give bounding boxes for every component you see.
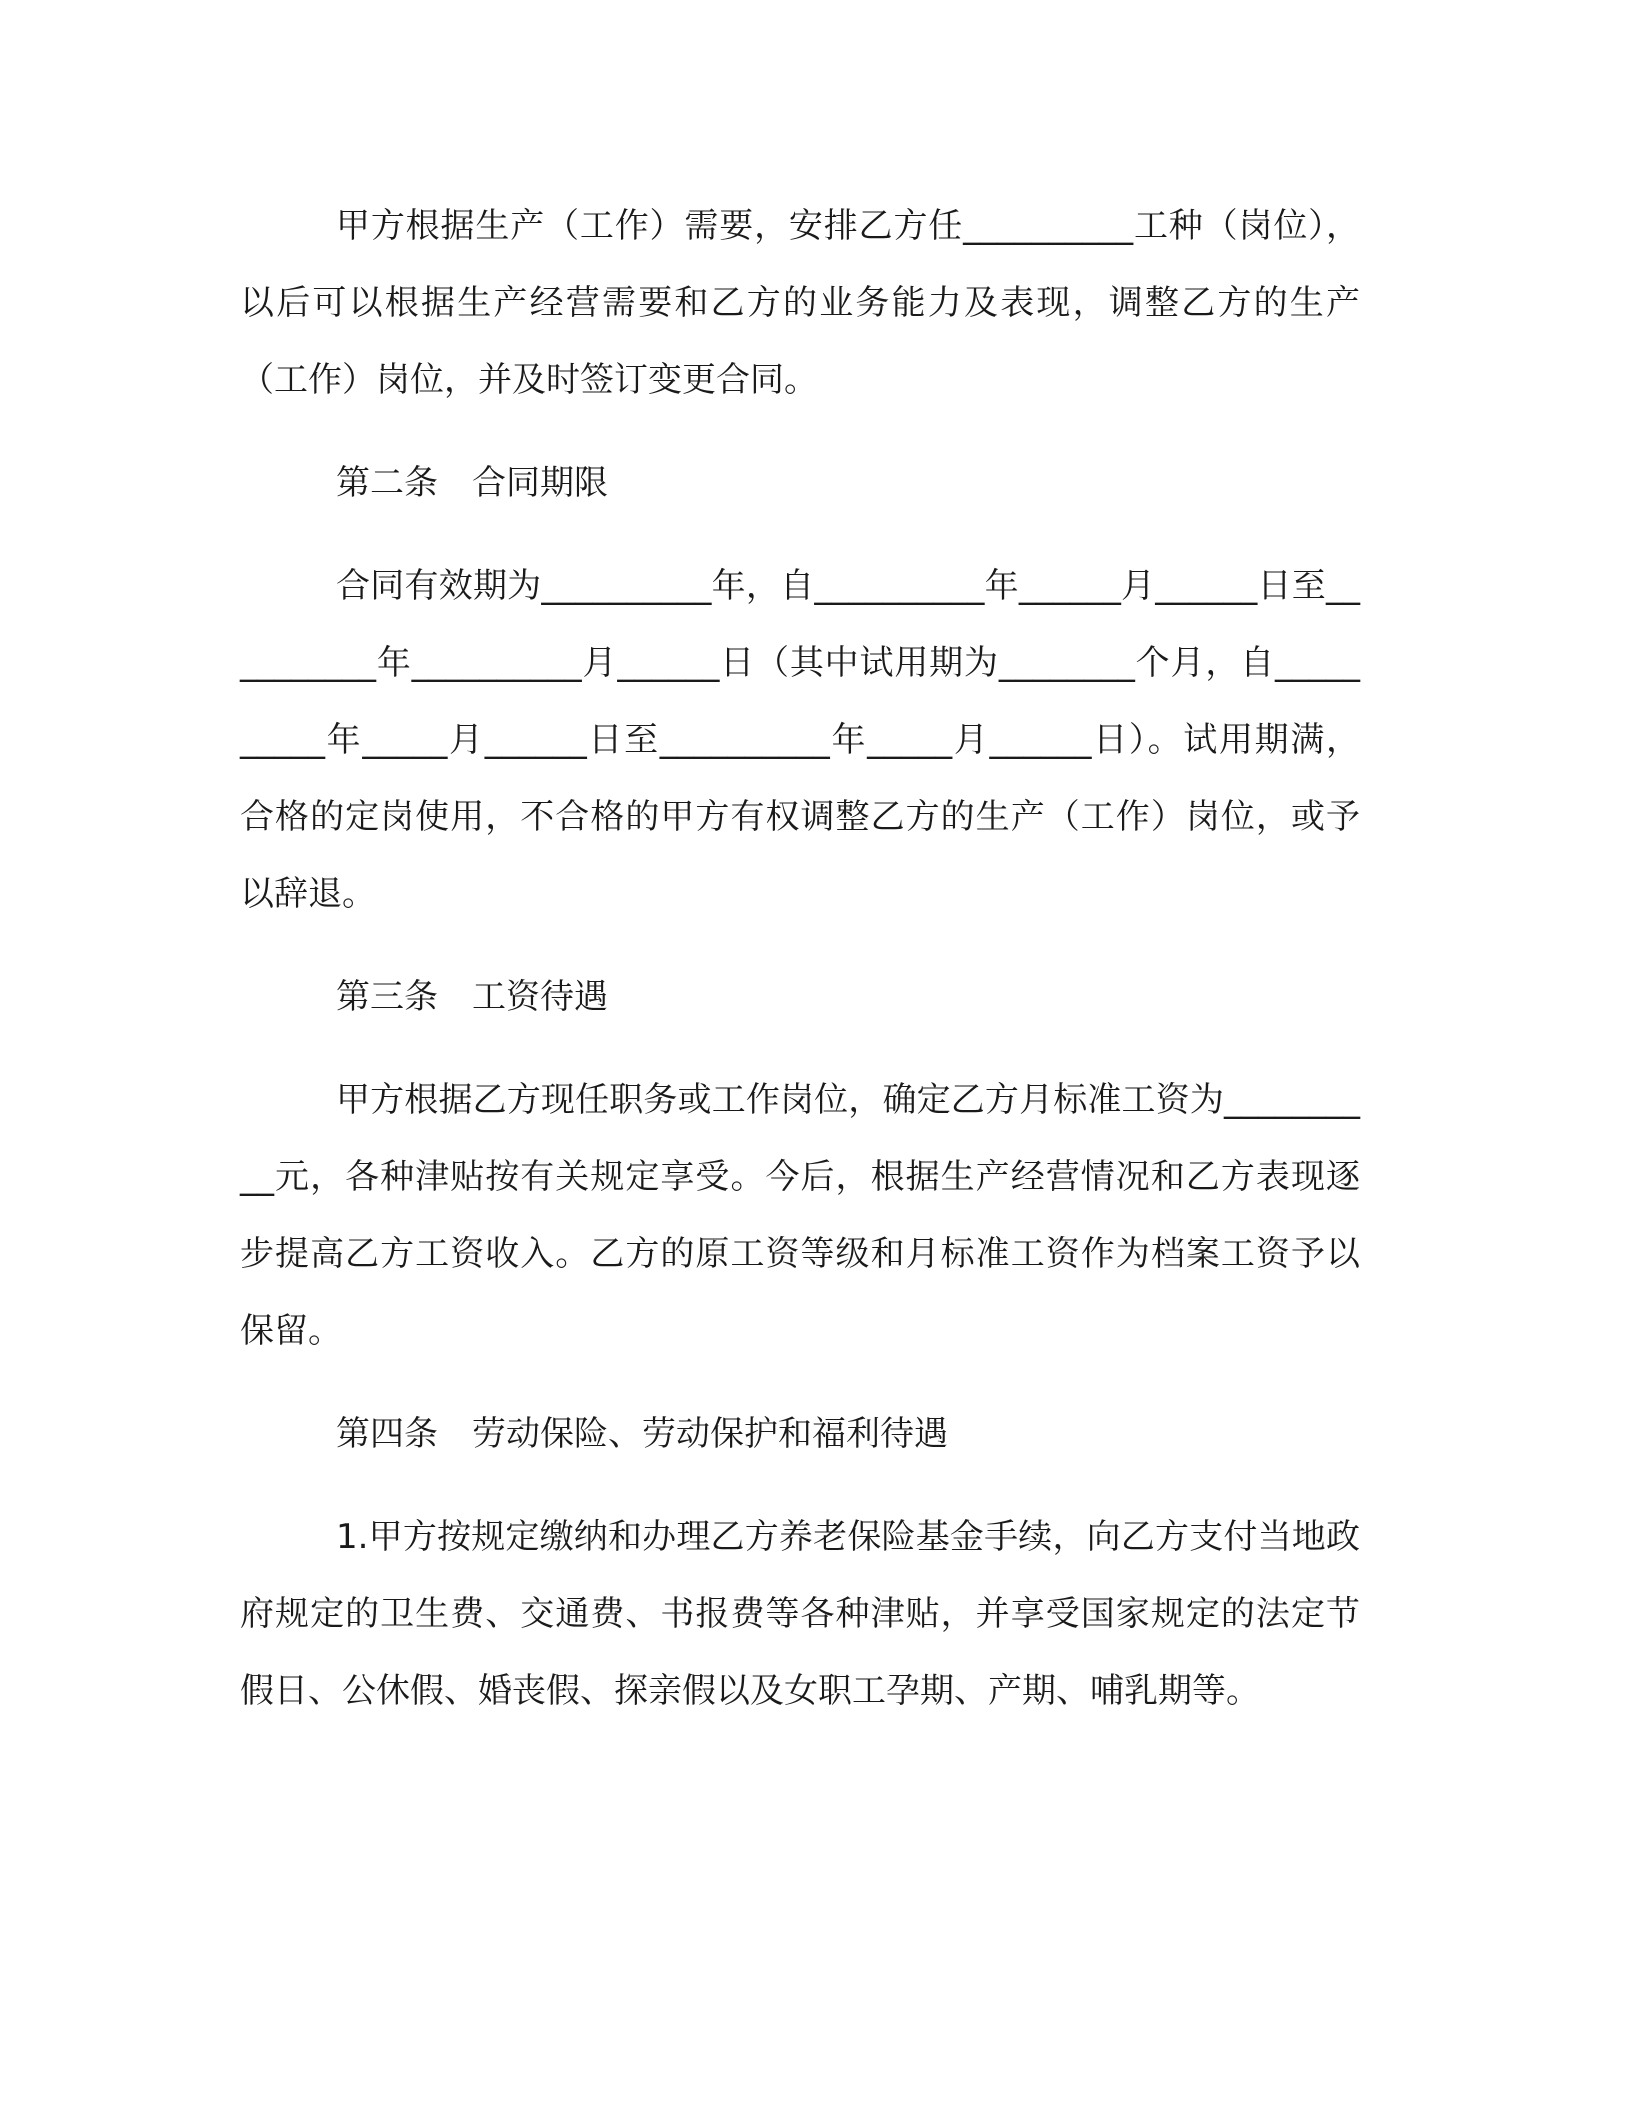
paragraph-insurance-benefits: 1.甲方按规定缴纳和办理乙方养老保险基金手续，向乙方支付当地政府规定的卫生费、交通费、书报费等各种津贴，并享受国家规定的法定节假日、公休假、婚丧假、探亲假以及女职工孕期、产期、哺乳期等。 bbox=[240, 1517, 1360, 1711]
paragraph-contract-term: 合同有效期为__________年，自__________年______月______日至__________年__________月______日（其中试用期为________个月，自__________年_____月______日至__________年_____月______日）。试用期满，合格的定岗使用，不合格的甲方有权调整乙方的生产（工作）岗位，或予以辞退。 bbox=[240, 566, 1360, 914]
article-4-heading: 第四条 劳动保险、劳动保护和福利待遇 bbox=[336, 1414, 948, 1454]
article-3-heading: 第三条 工资待遇 bbox=[336, 977, 608, 1017]
article-2-heading: 第二条 合同期限 bbox=[336, 463, 608, 503]
paragraph-salary: 甲方根据乙方现任职务或工作岗位，确定乙方月标准工资为__________元，各种津贴按有关规定享受。今后，根据生产经营情况和乙方表现逐步提高乙方工资收入。乙方的原工资等级和月标准工资作为档案工资予以保留。 bbox=[240, 1080, 1360, 1351]
document-body bbox=[240, 188, 1360, 1756]
paragraph-job-assignment: 甲方根据生产（工作）需要，安排乙方任__________工种（岗位），以后可以根据生产经营需要和乙方的业务能力及表现，调整乙方的生产（工作）岗位，并及时签订变更合同。 bbox=[240, 206, 1360, 400]
